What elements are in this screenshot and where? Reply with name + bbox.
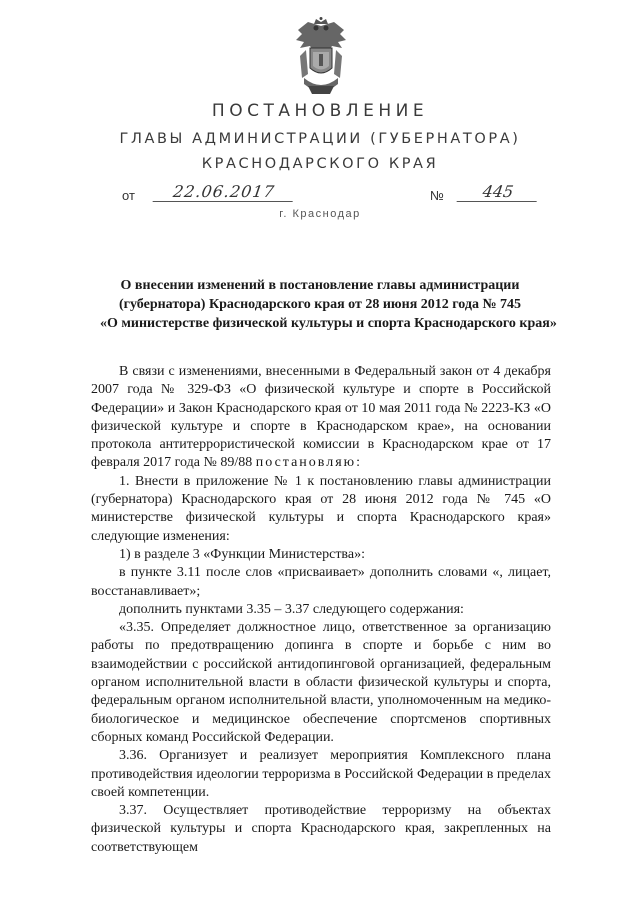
coat-of-arms-icon [294,16,348,98]
heading-line-2: (губернатора) Краснодарского края от 28 июня 2012 года № 745 [118,297,522,312]
document-heading [100,276,557,333]
paragraph-add-items: дополнить пунктами 3.35 – 3.37 следующего содержания: [119,601,464,617]
city-label: г. Краснодар [279,208,361,220]
number-label: № [430,188,444,203]
document-type-title: ПОСТАНОВЛЕНИЕ [211,101,429,121]
preamble-text: В связи с изменениями, внесенными в Федеральный закон от 4 декабря 2007 года № 329-ФЗ «О физической культуре и спорте в Российской Федерации» и Закон Краснодарского края от 10 мая 2011 года № 2223-КЗ «О физической культуре и спорте в Краснодарском крае», на основании протокола антитеррористической комиссии в Краснодарском крае от 17 февраля 2017 года № 89/88 [91,364,551,471]
heading-line-3: «О министерстве физической культуры и спорта Краснодарского края» [100,316,557,331]
heading-line-1: О внесении изменений в постановление главы администрации [120,278,520,293]
paragraph-item-3-11: в пункте 3.11 после слов «присваивает» дополнить словами «, лицает, восстанавливает»; [91,565,551,599]
number-value: 445 [457,182,540,202]
document-body [91,363,551,857]
resolution-word: постановляю: [255,455,362,471]
paragraph-preamble [91,363,551,473]
date-value: 22.06.2017 [153,182,296,202]
issuer-line-2: КРАСНОДАРСКОГО КРАЯ [201,156,439,172]
paragraph-3-37: 3.37. Осуществляет противодействие терроризму на объектах физической культуры и спорта Краснодарского края, закрепленных на соответствующем [91,803,551,855]
date-label: от [122,188,135,203]
paragraph-1: 1. Внести в приложение № 1 к постановлению главы администрации (губернатора) Краснодарского края от 28 июня 2012 года № 745 «О министерстве физической культуры и спорта Краснодарского края» следующие изменения: [91,473,551,544]
paragraph-section-3: 1) в разделе 3 «Функции Министерства»: [119,546,365,562]
paragraph-3-36: 3.36. Организует и реализует мероприятия Комплексного плана противодействия идеологии терроризма в Российской Федерации в пределах своей компетенции. [91,748,551,800]
issuer-line-1: ГЛАВЫ АДМИНИСТРАЦИИ (ГУБЕРНАТОРА) [119,131,521,147]
date-number-line [122,182,542,206]
paragraph-3-35: «3.35. Определяет должностное лицо, ответственное за организацию работы по предотвращению допинга в спорте и борьбе с ним во взаимодействии с российской антидопинговой организацией, федеральным органом исполнительной власти в области физической культуры и спорта, федеральным органом исполнительной власти, уполномоченным на медико-биологическое и медицинское обеспечение спортсменов спортивных сборных команд Российской Федерации. [91,620,551,745]
